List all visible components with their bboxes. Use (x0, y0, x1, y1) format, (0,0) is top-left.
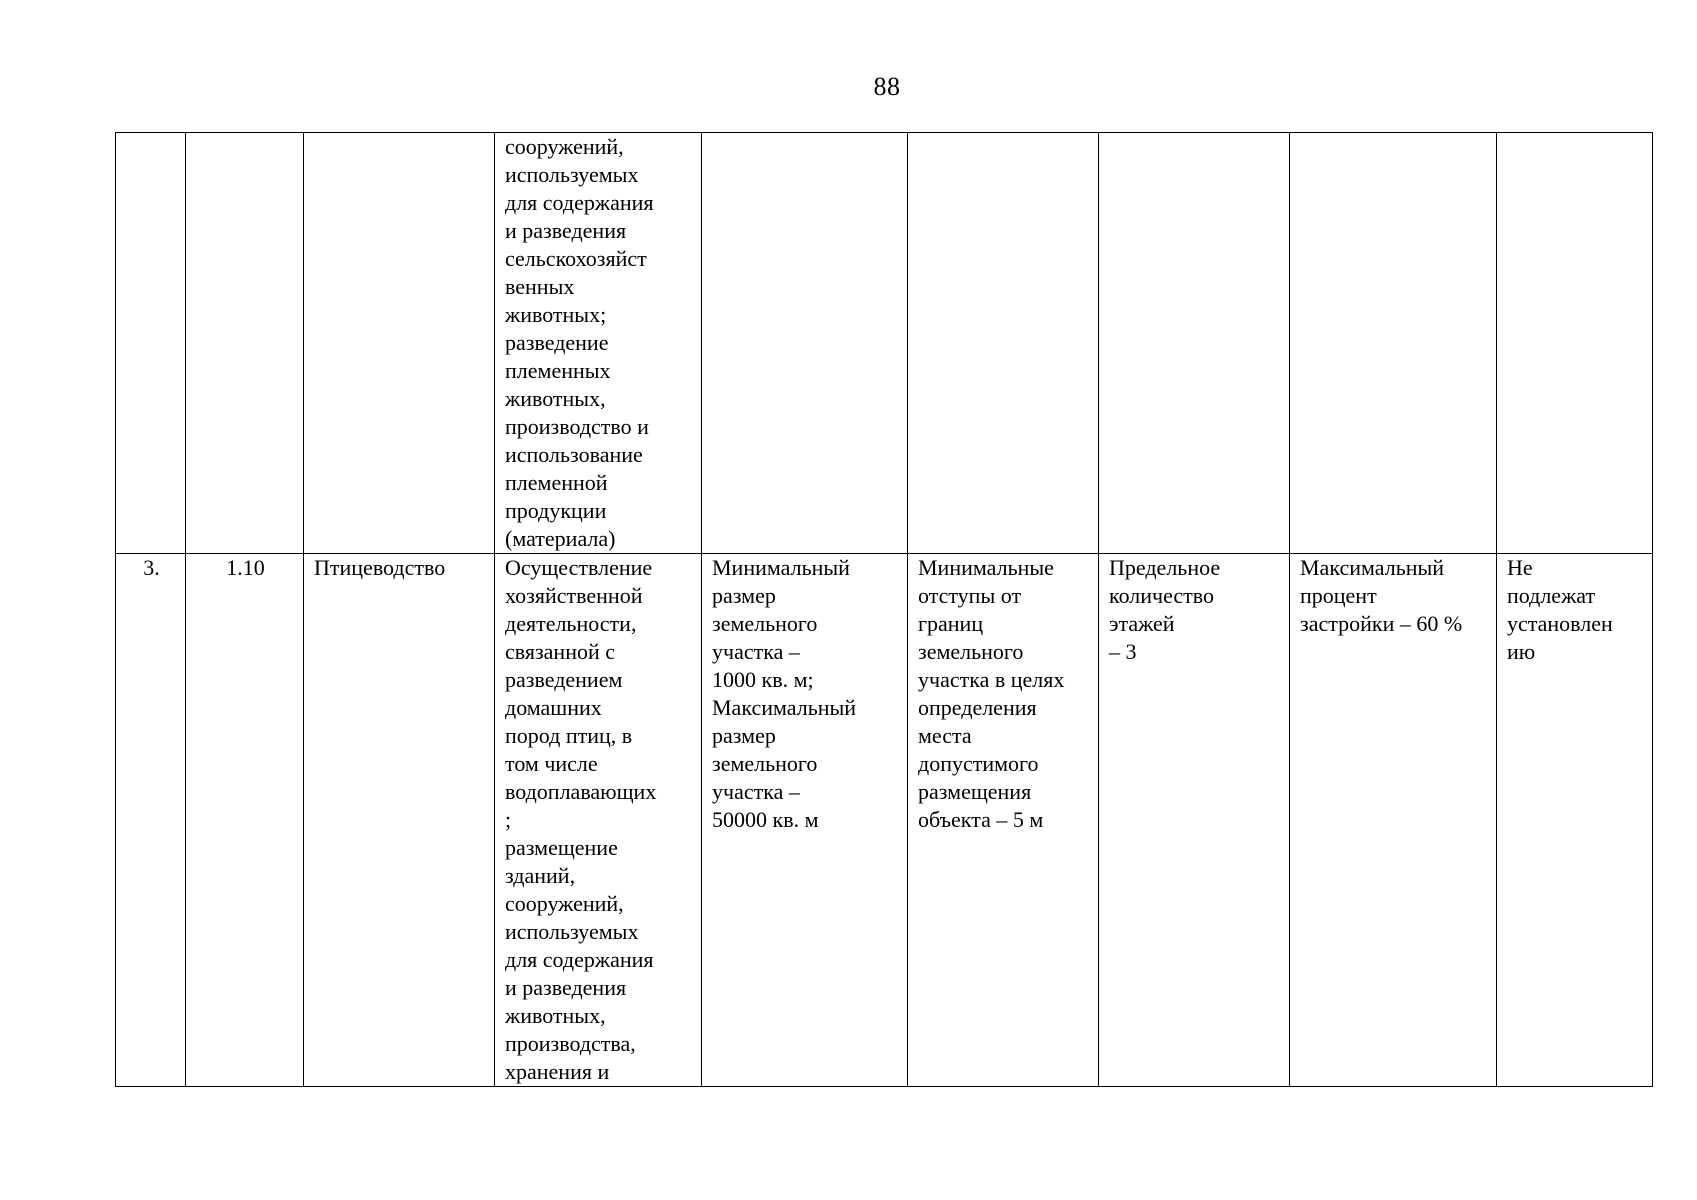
cell-setbacks (908, 133, 1099, 554)
cell-floors (1099, 133, 1290, 554)
cell-coverage (1290, 133, 1497, 554)
cell-setbacks: Минимальные отступы от границ земельного участка в целях определения места допустимого размещения объекта – 5 м (908, 554, 1099, 1087)
cell-number: 3. (116, 554, 186, 1087)
cell-plot-size: Минимальный размер земельного участка – 1000 кв. м; Максимальный размер земельного участка – 50000 кв. м (702, 554, 908, 1087)
cell-number (116, 133, 186, 554)
cell-restrictions (1497, 133, 1653, 554)
table-row (116, 133, 1653, 554)
cell-name: Птицеводство (304, 554, 495, 1087)
cell-code (186, 133, 304, 554)
page-number: 88 (873, 72, 901, 101)
table-row (116, 554, 1653, 1087)
zoning-table (115, 132, 1653, 1087)
cell-name (304, 133, 495, 554)
cell-coverage: Максимальный процент застройки – 60 % (1290, 554, 1497, 1087)
cell-description: Осуществление хозяйственной деятельности, связанной с разведением домашних пород птиц, в том числе водоплавающих ; размещение зданий, сооружений, используемых для содержания и разведения животных, производства, хранения и (495, 554, 702, 1087)
cell-floors: Предельное количество этажей – 3 (1099, 554, 1290, 1087)
cell-description: сооружений, используемых для содержания и разведения сельскохозяйст венных животных; разведение племенных животных, производство и использование племенной продукции (материала) (495, 133, 702, 554)
cell-code: 1.10 (186, 554, 304, 1087)
cell-plot-size (702, 133, 908, 554)
cell-restrictions: Не подлежат установлен ию (1497, 554, 1653, 1087)
